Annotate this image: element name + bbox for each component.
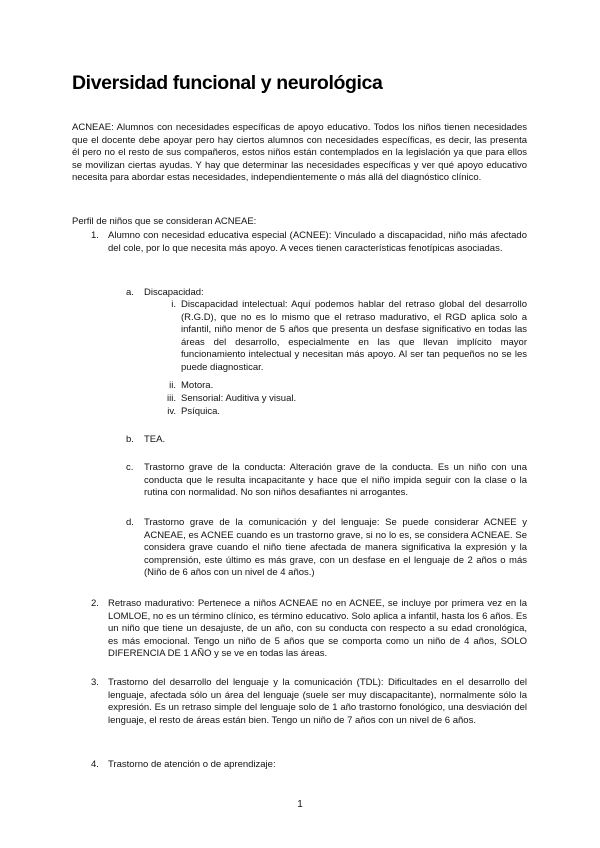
sublist-item-tea: TEA. [144, 434, 166, 445]
list-number: 3. [91, 677, 99, 688]
roman-item-sensorial: Sensorial: Auditiva y visual. [181, 393, 297, 404]
sublist-letter: c. [126, 462, 134, 473]
sublist-item-discapacidad: Discapacidad: [144, 287, 204, 298]
list-number: 2. [91, 598, 99, 609]
perfil-heading: Perfil de niños que se consideran ACNEAE: [72, 216, 257, 227]
list-item-atencion: Trastorno de atención o de aprendizaje: [108, 759, 276, 770]
page-number: 1 [297, 799, 303, 810]
roman-number: iii. [167, 393, 176, 404]
roman-item-motora: Motora. [181, 380, 214, 391]
sublist-item-comunicacion: Trastorno grave de la comunicación y del lenguaje: Se puede considerar ACNEE y ACNEAE, es ACNEE cuando es un trastorno grave, si no lo es, se considera ACNEAE. Se considera grave cuando el niño tiene afectada de manera significativa la expresión y la comprensión, este último es más grave, con un desfase en el lenguaje de 2 años o más (Niño de 6 años con un nivel de 4 años.) [144, 517, 527, 579]
roman-item-intelectual: Discapacidad intelectual: Aquí podemos hablar del retraso global del desarrollo (R.G.D), que no es lo mismo que el retraso madurativo, el RGD aplica solo a infantil, niño menor de 5 años que presenta un desfase significativo en todas las áreas del desarrollo, especialmente en las que llevan implícito mayor funcionamiento intelectual y necesitan más apoyo. Al ser tan pequeños no se les puede diagnosticar. [181, 299, 527, 373]
roman-item-psiquica: Psíquica. [181, 406, 221, 417]
list-item-acnee: Alumno con necesidad educativa especial (ACNEE): Vinculado a discapacidad, niño más afectado del cole, por lo que necesita más apoyo. A veces tienen características fenotípicas asociadas. [108, 230, 527, 254]
sublist-letter: b. [126, 434, 134, 445]
page-title: Diversidad funcional y neurológica [72, 72, 383, 94]
sublist-letter: d. [126, 517, 134, 528]
roman-number: i. [171, 299, 176, 310]
list-item-tdl: Trastorno del desarrollo del lenguaje y la comunicación (TDL): Dificultades en el desarrollo del lenguaje, afectada sólo un área del lenguaje (suele ser muy discapacitante), normalmente sólo la expresión. Es un retraso simple del lenguaje solo de 1 año trastorno fonológico, una desviación del lenguaje, el resto de áreas están bien. Tengo un niño de 7 años con un nivel de 6 años. [108, 677, 527, 726]
roman-number: iv. [167, 406, 176, 417]
list-item-retraso-madurativo: Retraso madurativo: Pertenece a niños ACNEAE no en ACNEE, se incluye por primera vez en la LOMLOE, no es un término clínico, es término educativo. Solo aplica a infantil, hasta los 6 años. Es un niño que tiene un desajuste, de un año, con su conducta con respecto a su edad cronológica, es más emocional. Tengo un niño de 5 años que se comporta como un niño de 4 años, SOLO DIFERENCIA DE 1 AÑO y se ve en todas las áreas. [108, 598, 527, 660]
intro-paragraph: ACNEAE: Alumnos con necesidades específicas de apoyo educativo. Todos los niños tienen necesidades que el docente debe apoyar pero hay ciertos alumnos con necesidades específicas, es decir, las presenta él pero no el resto de sus compañeros, estos niños están contemplados en la legislación ya que para ellos se movilizan ciertas ayudas. Y hay que determinar las necesidades específicas y ver qué apoyo educativo necesita para abordar estas necesidades, independientemente o más allá del diagnóstico clínico. [72, 122, 527, 184]
sublist-letter: a. [126, 287, 134, 298]
list-number: 1. [91, 230, 99, 241]
sublist-item-conducta: Trastorno grave de la conducta: Alteración grave de la conducta. Es un niño con una conducta que le resulta incapacitante y hace que el niño impida seguir con la clase o la rutina con normalidad. No son niños desafiantes ni arrogantes. [144, 462, 527, 499]
roman-number: ii. [169, 380, 176, 391]
list-number: 4. [91, 759, 99, 770]
